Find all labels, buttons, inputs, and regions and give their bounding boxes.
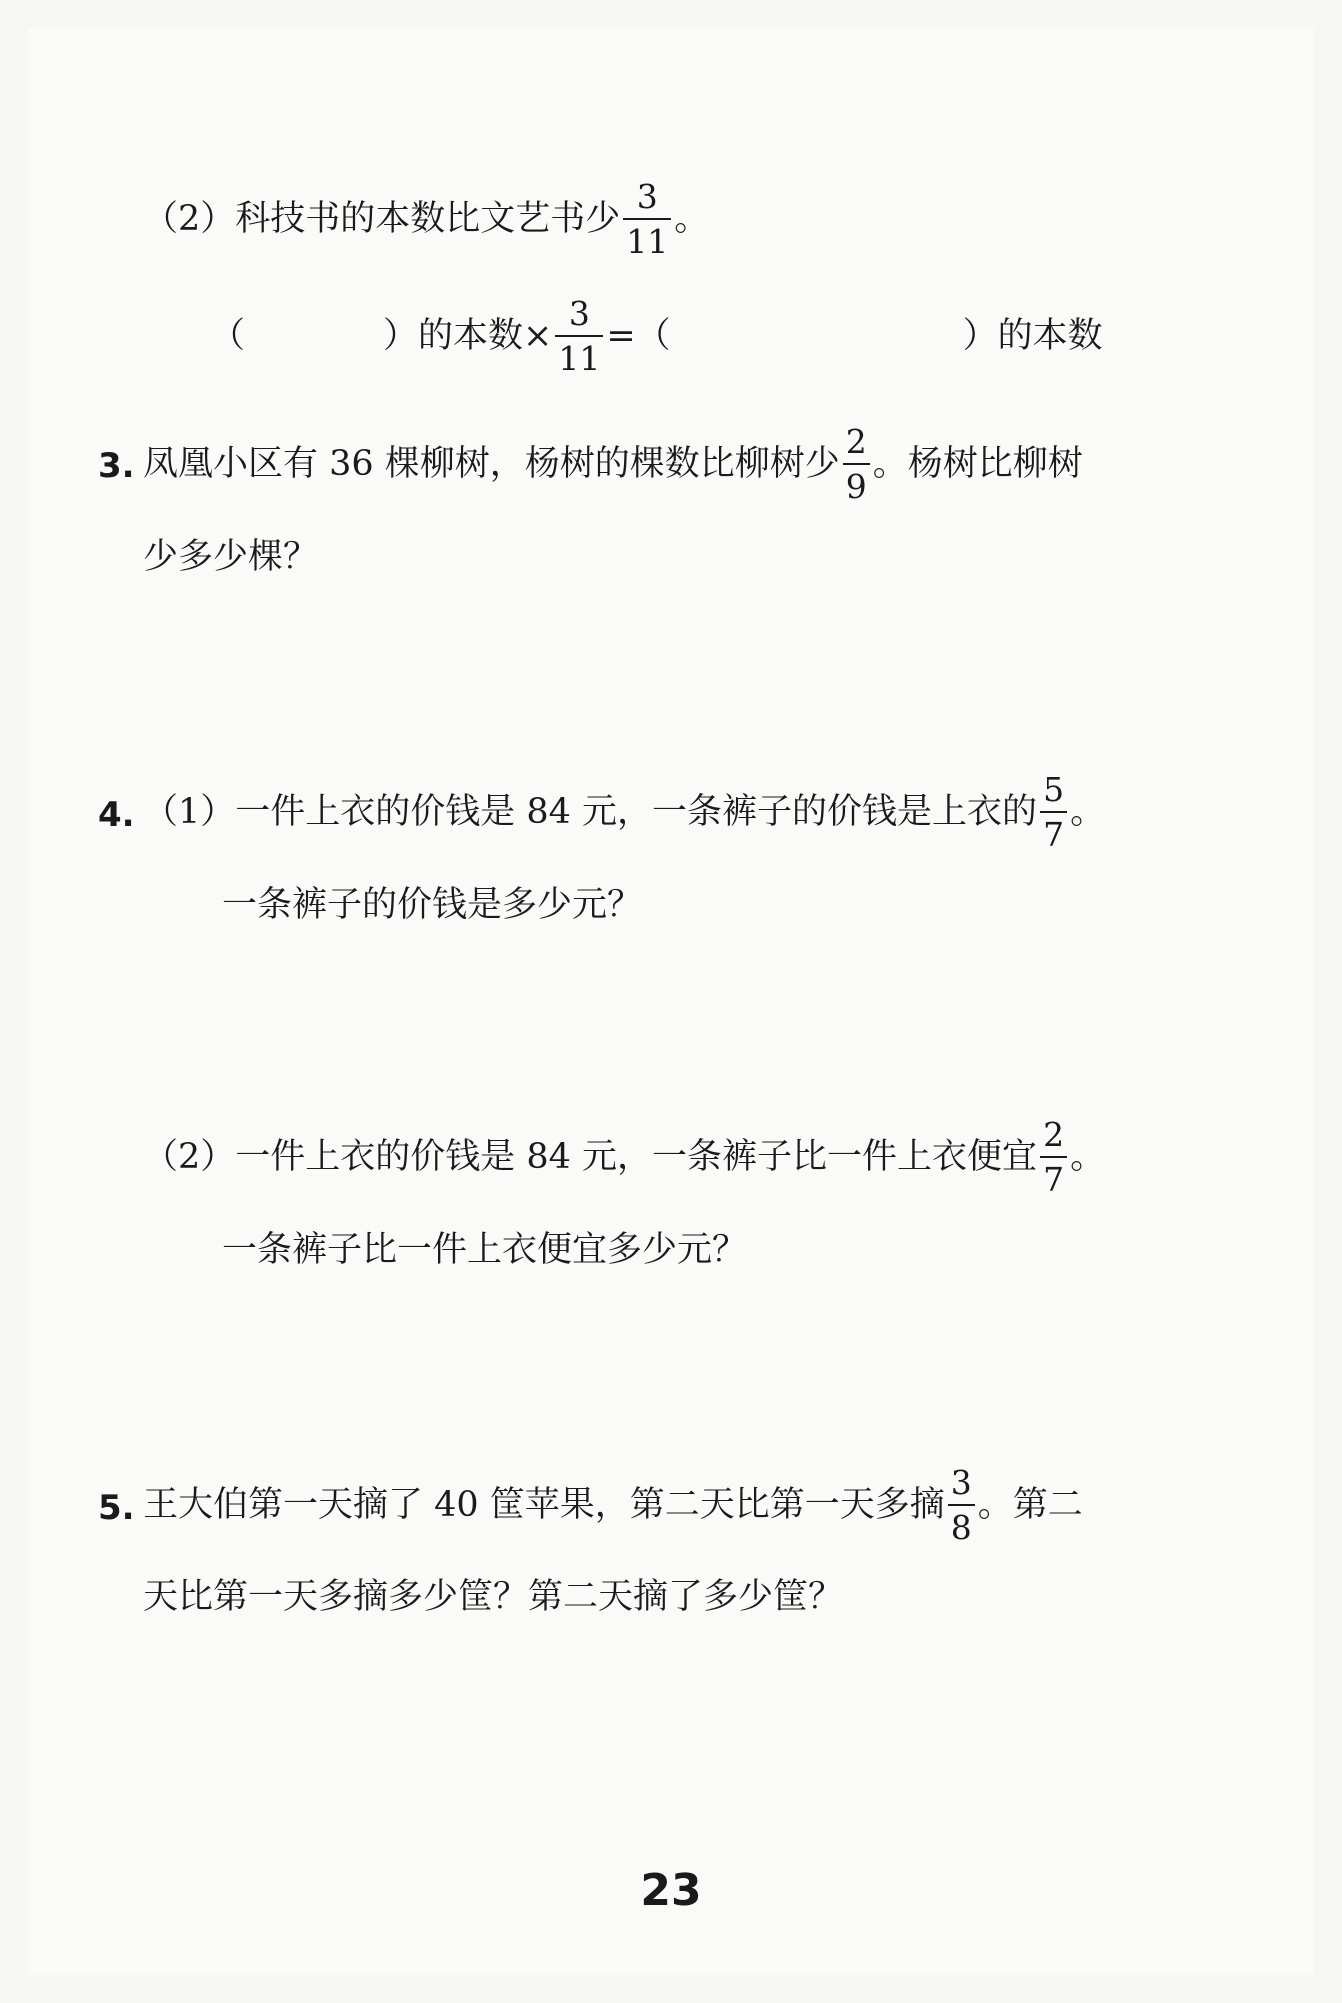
question-text-suffix: 。第二	[977, 1484, 1083, 1525]
blank-open-paren: （	[210, 315, 246, 356]
question-text: （1）一件上衣的价钱是 84 元，一条裤子的价钱是上衣的	[143, 791, 1038, 832]
question-3-line-2	[143, 537, 319, 577]
fraction-numerator: 2	[1043, 1115, 1065, 1154]
question-4-part-2-line-1	[143, 1115, 1106, 1199]
question-text-suffix: 。	[1070, 1136, 1106, 1177]
question-text: 天比第一天多摘多少筐？第二天摘了多少筐？	[143, 1577, 844, 1617]
fraction-denominator: 7	[1040, 811, 1067, 851]
fraction	[948, 1463, 975, 1547]
fraction	[1040, 770, 1067, 854]
question-text-suffix: 。	[674, 198, 710, 239]
fill-in-formula	[210, 294, 1103, 378]
fraction-numerator: 3	[636, 177, 658, 216]
page-number: 23	[640, 1865, 702, 1916]
question-5-line-1	[143, 1463, 1083, 1547]
formula-text: ）的本数	[962, 315, 1103, 356]
question-text: （2）一件上衣的价钱是 84 元，一条裤子比一件上衣便宜	[143, 1136, 1038, 1177]
question-text: 一条裤子的价钱是多少元？	[222, 885, 643, 925]
fraction-denominator: 7	[1040, 1156, 1067, 1196]
fraction	[1040, 1115, 1067, 1199]
fraction-numerator: 2	[845, 422, 867, 461]
question-text: 凤凰小区有 36 棵柳树，杨树的棵数比柳树少	[143, 443, 840, 484]
question-4-part-1-line-1	[143, 770, 1106, 854]
question-4-part-2-line-2	[222, 1230, 748, 1270]
question-text: （2）科技书的本数比文艺书少	[143, 198, 621, 239]
fraction-numerator: 3	[568, 294, 590, 333]
formula-equals-paren: =（	[606, 315, 671, 356]
fraction-numerator: 3	[950, 1463, 972, 1502]
fraction-numerator: 5	[1043, 770, 1065, 809]
question-number: 4.	[98, 795, 135, 835]
fraction-denominator: 9	[843, 463, 870, 503]
fraction-denominator: 11	[623, 218, 671, 258]
fraction	[843, 422, 870, 506]
question-text: 王大伯第一天摘了 40 筐苹果，第二天比第一天多摘	[143, 1484, 945, 1525]
question-5-line-2	[143, 1577, 844, 1617]
question-text: 少多少棵？	[143, 537, 319, 577]
fraction	[623, 177, 671, 261]
fraction	[555, 294, 603, 378]
fraction-denominator: 11	[555, 335, 603, 375]
question-number: 5.	[98, 1488, 135, 1528]
question-2-part-2	[143, 177, 710, 261]
question-3-line-1	[143, 422, 1083, 506]
formula-text: ）的本数×	[383, 315, 553, 356]
question-text-suffix: 。	[1070, 791, 1106, 832]
question-text-suffix: 。杨树比柳树	[872, 443, 1083, 484]
question-4-part-1-line-2	[222, 885, 643, 925]
question-text: 一条裤子比一件上衣便宜多少元？	[222, 1230, 748, 1270]
question-number: 3.	[98, 446, 135, 486]
fraction-denominator: 8	[948, 1504, 975, 1544]
